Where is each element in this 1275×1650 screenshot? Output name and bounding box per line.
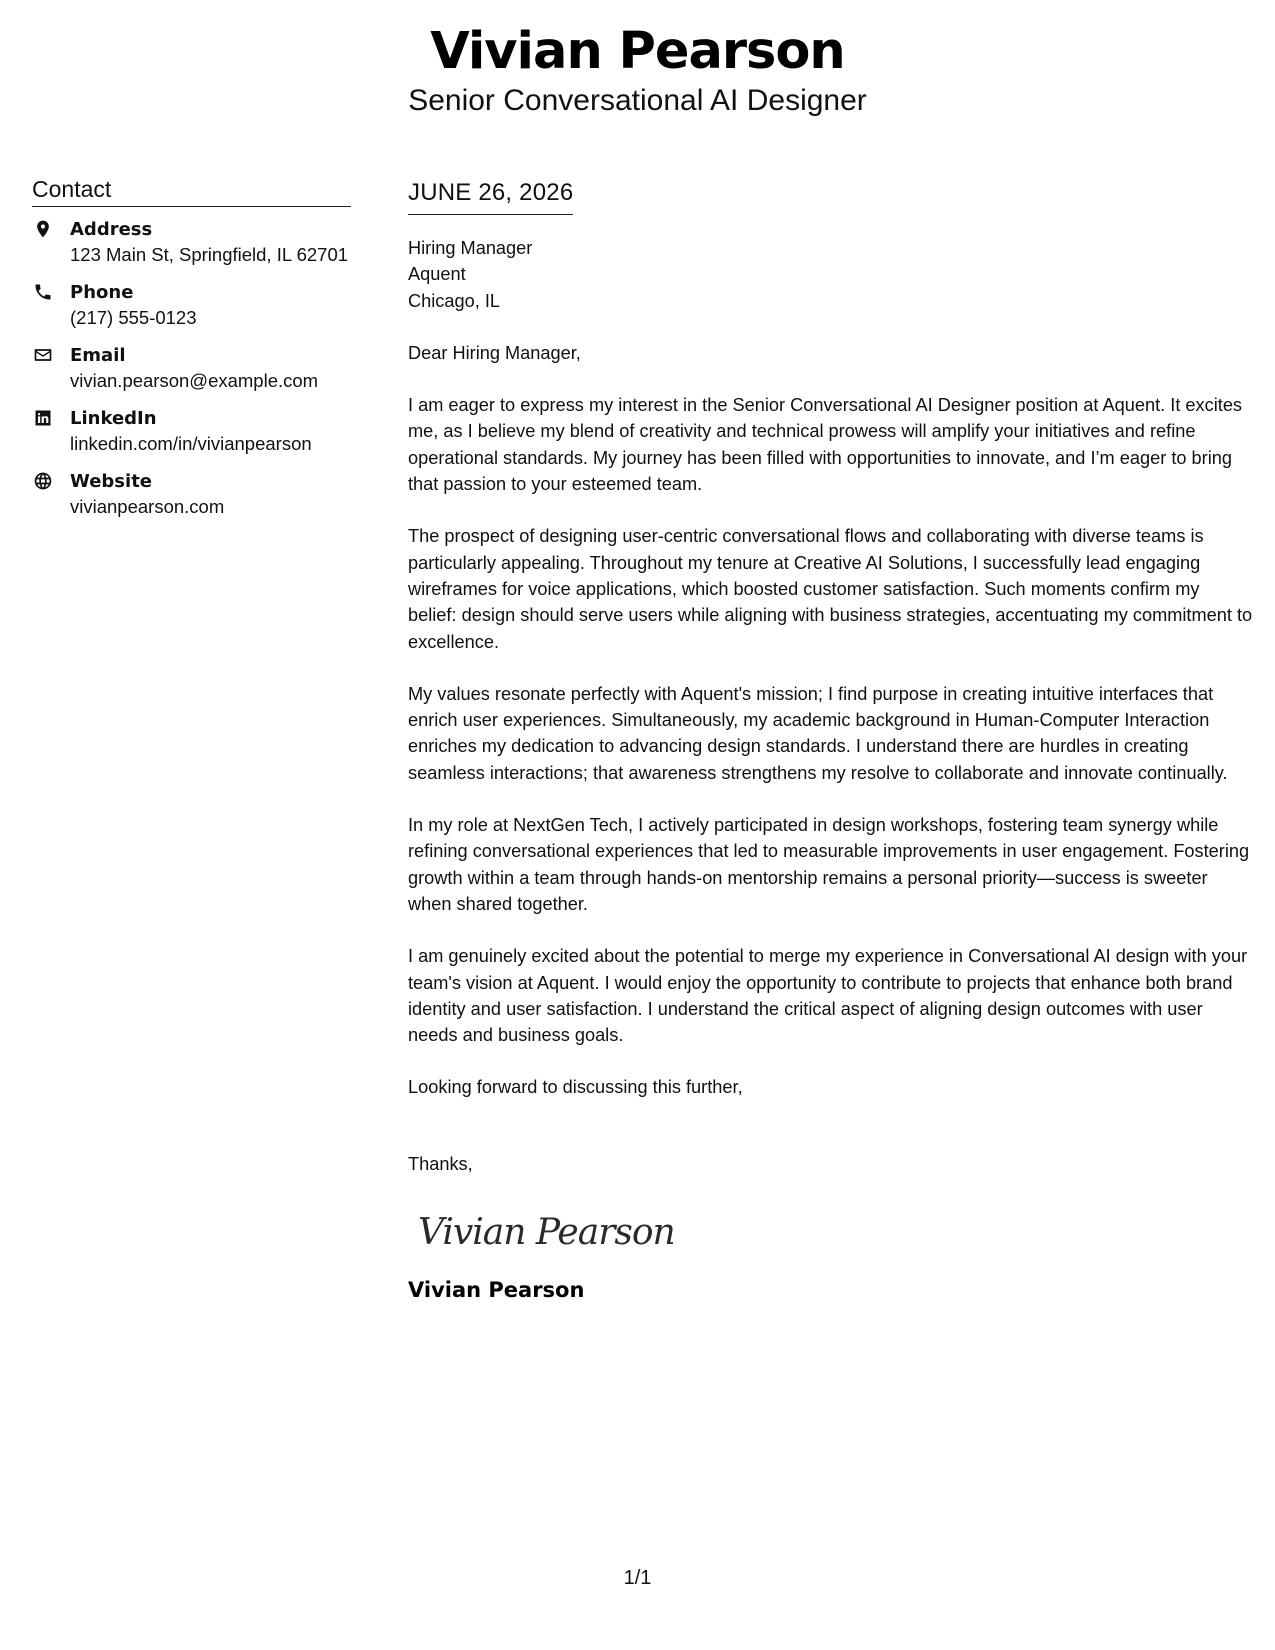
contact-item-website [32,469,351,519]
website-value: vivianpearson.com [70,496,225,517]
globe-icon [32,471,54,493]
letter-header [0,22,1275,120]
email-value: vivian.pearson@example.com [70,370,319,391]
applicant-title: Senior Conversational AI Designer [408,84,867,117]
letter-date: JUNE 26, 2026 [408,176,573,215]
handwritten-signature: Vivian Pearson [418,1212,675,1254]
body-paragraph: I am eager to express my interest in the Senior Conversational AI Designer position at Aquent. It excites me, as I believe my blend of creativity and technical prowess will amplify your initiatives and refine operational standards. My journey has been filled with opportunities to innovate, and I’m eager to bring that passion to your esteemed team. [408,395,1243,495]
contact-item-phone [32,280,351,330]
contact-label: Website [70,471,153,492]
contact-label: Email [70,345,126,366]
contact-list [32,217,351,519]
sign-off: Looking forward to discussing this further, [408,1077,743,1098]
contact-item-linkedin [32,406,351,456]
recipient-line: Chicago, IL [408,290,501,311]
closing: Thanks, [408,1153,473,1174]
recipient-line: Aquent [408,264,466,285]
contact-item-address [32,217,351,267]
body-paragraph: I am genuinely excited about the potential to merge my experience in Conversational AI design with your team's vision at Aquent. I would enjoy the opportunity to contribute to projects that enhance both brand identity and user satisfaction. I understand the critical aspect of aligning design outcomes with user needs and business goals. [408,946,1248,1046]
address-value: 123 Main St, Springfield, IL 62701 [70,244,349,265]
contact-label: Phone [70,282,134,303]
page-number: 1/1 [623,1567,652,1589]
contact-label: Address [70,219,153,240]
recipient-block [408,235,1253,314]
map-pin-icon [32,219,54,241]
contact-sidebar [32,174,351,532]
linkedin-value: linkedin.com/in/vivianpearson [70,433,312,454]
contact-heading: Contact [32,174,351,207]
body-paragraph: The prospect of designing user-centric conversational flows and collaborating with diverse teams is particularly appealing. Throughout my tenure at Creative AI Solutions, I successfully lead engaging wireframes for voice applications, which boosted customer satisfaction. Such moments confirm my belief: design should serve users while aligning with business strategies, accentuating my commitment to excellence. [408,526,1253,652]
envelope-icon [32,345,54,367]
phone-value: (217) 555-0123 [70,307,197,328]
salutation: Dear Hiring Manager, [408,342,581,363]
letter-body [408,176,1253,1305]
body-paragraph: In my role at NextGen Tech, I actively participated in design workshops, fostering team synergy while refining conversational experiences that led to measurable improvements in user engagement. Fostering growth within a team through hands-on mentorship remains a personal priority—success is sweeter when shared together. [408,815,1250,914]
applicant-name: Vivian Pearson [430,22,845,81]
contact-item-email [32,343,351,393]
contact-label: LinkedIn [70,408,157,429]
body-paragraph: My values resonate perfectly with Aquent's mission; I find purpose in creating intuitive interfaces that enrich user experiences. Simultaneously, my academic background in Human-Computer Interaction enriches my dedication to advancing design standards. I understand there are hurdles in creating seamless interactions; that awareness strengthens my resolve to collaborate and innovate continually. [408,683,1228,783]
linkedin-icon [32,408,54,430]
recipient-line: Hiring Manager [408,238,533,258]
signer-name: Vivian Pearson [408,1278,585,1303]
phone-icon [32,282,54,304]
